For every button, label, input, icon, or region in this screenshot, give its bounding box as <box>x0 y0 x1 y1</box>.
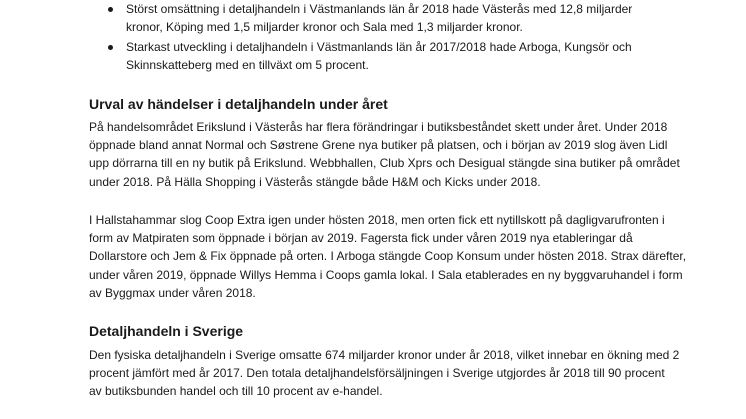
paragraph-line: av Byggmax under våren 2018. <box>89 285 256 300</box>
summary-bullet-list <box>108 0 668 74</box>
paragraph-line: I Hallstahammar slog Coop Extra igen under hösten 2018, men orten fick ett nytillskott på dagligvarufronten i <box>89 213 665 227</box>
paragraph-line: upp dörrarna till en ny butik på Erikslund. Webbhallen, Club Xprs och Desigual stängde sina butiker på området <box>89 156 680 171</box>
paragraph-line: På handelsområdet Erikslund i Västerås har flera förändringar i butiksbeståndet skett under året. Under 2018 <box>89 120 668 134</box>
paragraph-line: Dollarstore och Jem & Fix öppnade på orten. I Arboga stängde Coop Konsum under hösten 2018. Strax därefter, <box>89 249 687 264</box>
bullet-dot-icon <box>108 7 113 12</box>
paragraph-line: under 2018. På Hälla Shopping i Västerås stängde både H&M och Kicks under 2018. <box>89 174 541 189</box>
paragraph-line: form av Matpiraten som öppnade i början av 2019. Fagersta fick under våren 2019 nya etableringar då <box>89 231 633 246</box>
bullet-line: kronor, Köping med 1,5 miljarder kronor och Sala med 1,3 miljarder kronor. <box>126 20 523 34</box>
events-heading: Urval av händelser i detaljhandeln under året <box>89 96 388 112</box>
paragraph-line: öppnade bland annat Normal och Søstrene Grene nya butiker på platsen, och i början av 2019 slog även Lidl <box>89 138 668 153</box>
paragraph-line: Den fysiska detaljhandeln i Sverige omsatte 674 miljarder kronor under år 2018, vilket innebar en ökning med 2 <box>89 348 680 362</box>
events-paragraph-erikslund <box>89 118 680 191</box>
bullet-dot-icon <box>108 45 113 50</box>
paragraph-line: av butiksbunden handel och till 10 procent av e-handel. <box>89 384 383 399</box>
paragraph-line: under våren 2019, öppnade Willys Hemma i Coops gamla lokal. I Sala etablerades en ny byggvaruhandel i form <box>89 267 683 282</box>
sweden-paragraph <box>89 346 680 401</box>
bullet-line: Störst omsättning i detaljhandeln i Västmanlands län år 2018 hade Västerås med 12,8 miljarder <box>126 2 633 16</box>
bullet-item <box>108 38 668 74</box>
bullet-line: Skinnskatteberg med en tillväxt om 5 procent. <box>126 58 369 72</box>
paragraph-line: procent jämfört med år 2017. Den totala detaljhandelsförsäljningen i Sverige utgjordes år 2018 till 90 procent <box>89 366 665 381</box>
bullet-line: Starkast utveckling i detaljhandeln i Västmanlands län år 2017/2018 hade Arboga, Kungsör och <box>126 40 632 54</box>
sweden-heading: Detaljhandeln i Sverige <box>89 323 244 339</box>
events-paragraph-towns <box>89 211 687 302</box>
bullet-item <box>108 0 668 36</box>
